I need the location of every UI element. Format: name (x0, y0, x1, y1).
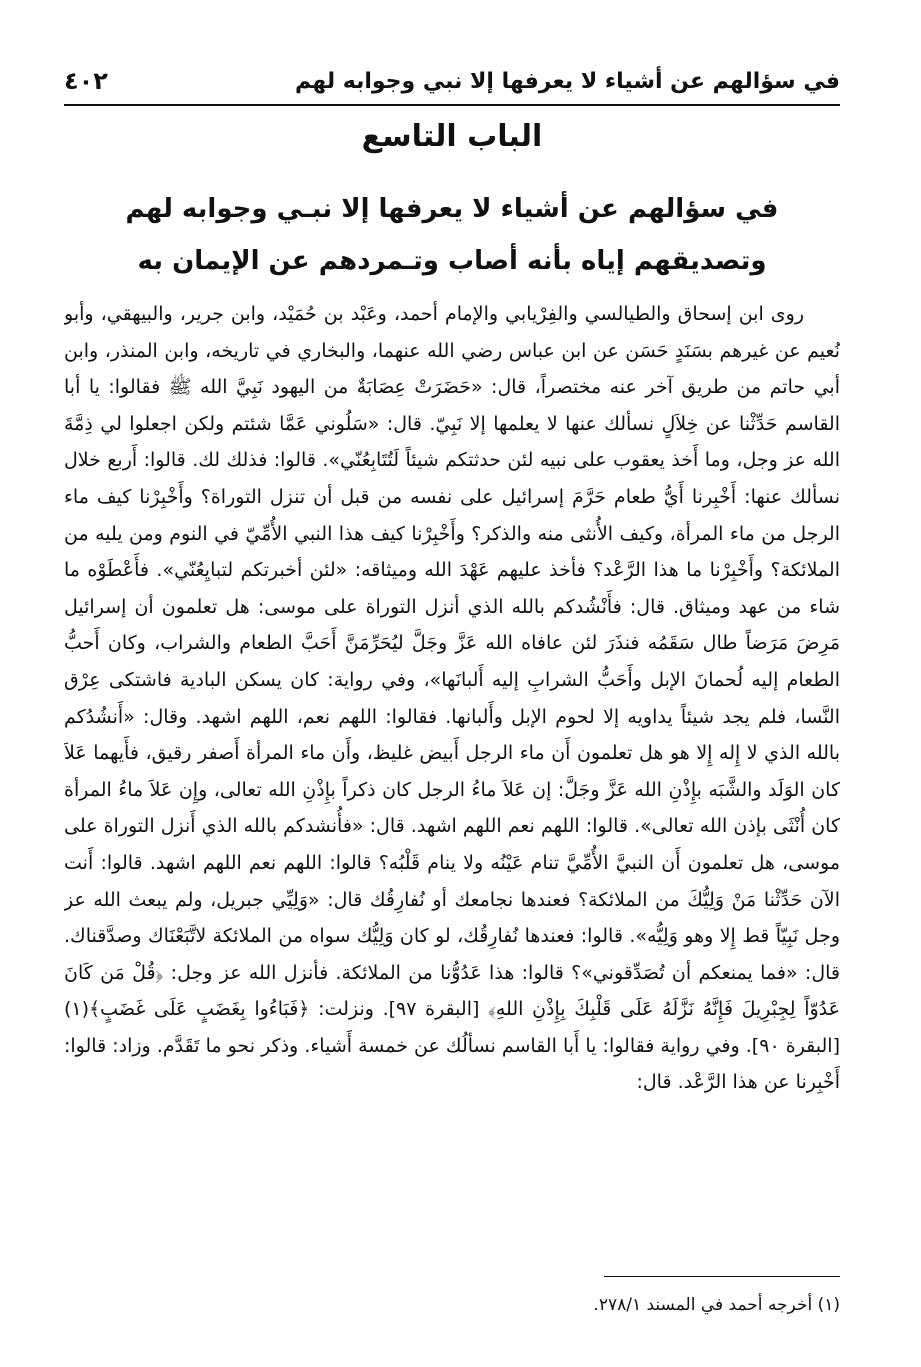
chapter-subtitle (64, 183, 840, 287)
page-number: ٤٠٢ (64, 67, 108, 95)
body-paragraph: روى ابن إسحاق والطيالسي والفِرْيابي والإمام أحمد، وعَبْد بن حُمَيْد، وابن جرير، والبيهقي، وأبو نُعيم عن غيرهم بسَنَدٍ حَسَن عن ابن عباس رضي الله عنهما، والبخاري في تاريخه، وابن المنذر، وابن أبي حاتم من طريق آخر عنه مختصراً، قال: «حَضَرَتْ عِصَابَةٌ من اليهود نَبِيَّ الله ﷺ فقالوا: يا أبا القاسم حَدِّثْنا عن خِلاَلٍ نسألك عنها لا يعلمها إلا نَبِيّ. قال: «سَلُوني عَمَّا شئتم ولكن اجعلوا لي ذِمَّةَ الله عز وجل، وما أَخذ يعقوب على نبيه لئن حدثتكم شيئاً لَتُتَابِعُنّي». قالوا: فذلك لك. قالوا: أَربع خلال نسألك عنها: أَخْبِرنا أَيُّ طعام حَرَّمَ إسرائيل على نفسه من قبل أن تنزل التوراة؟ وأَخْبِرْنا كيف ماء الرجل من ماء المرأة، وكيف الأُنثى منه والذكر؟ وأَخْبِرْنا كيف هذا النبي الأُمِّيّ في النوم ومن يليه من الملائكة؟ وأَخْبِرْنا ما هذا الرَّعْد؟ فأخذ عليهم عَهْدَ الله وميثاقه: «لئن أخبرتكم لتبايِعُنّي». فأَعْطَوْه ما شاء من عهد وميثاق. قال: فأَنْشُدكم بالله الذي أنزل التوراة على موسى: هل تعلمون أن إسرائيل مَرِضَ مَرَضاً طال سَقَمُه فنذَرَ لئن عافاه الله عَزَّ وجَلَّ ليُحَرِّمَنَّ أَحَبَّ الطعام والشراب، وكان أَحبُّ الطعام إليه لُحمانَ الإبل وأَحَبُّ الشرابِ إليه أَلبانَها»، وفي رواية: كان يسكن البادية فاشتكى عِرْق النَّسا، فلم يجد شيئاً يداويه إلا لحوم الإبل وأَلبانها. فقالوا: اللهم نعم، اللهم اشهد. وقال: «أَنشُدُكم بالله الذي لا إِله إِلا هو هل تعلمون أَن ماء الرجل أَبيض غليظ، وأَن ماء المرأة أَصفر رقيق، فأَيهما عَلاَ كان الوَلَد والشَّبَه بإِذْنِ الله عَزَّ وجَلَّ: إن عَلاَ ماءُ الرجل كان ذكراً بإِذْنِ الله تعالى، وإِن عَلاَ ماءُ المرأة كان أُنْثَى بإذن الله تعالى». قالوا: اللهم نعم اللهم اشهد. قال: «فأُنشدكم بالله الذي أَنزل التوراة على موسى، هل تعلمون أَن النبيَّ الأُمِّيَّ تنام عَيْنُه ولا ينام قَلْبُه؟ قالوا: اللهم نعم اللهم اشهد. قالوا: أَنت الآن حَدِّثْنا مَنْ وَلِيُّكَ من الملائكة؟ فعندها نجامعك أو نُفارِقُك قال: «وَلِيِّي جبريل، ولم يبعث الله عز وجل نَبِيّاً قط إِلا وهو وَلِيُّه». قالوا: فعندها نُفارِقُك، لو كان وَلِيُّك سواه من الملائكة لاتَّبَعْنَاك وصدَّقناك. قال: «فما يمنعكم أن تُصَدِّقوني»؟ قالوا: هذا عَدُوُّنا من الملائكة. فأنزل الله عز وجل: ﴿قُلْ مَن كَانَ عَدُوّاً لِجِبْرِيلَ فَإِنَّهُ نَزَّلَهُ عَلَى قَلْبِكَ بِإِذْنِ اللهِ﴾ [البقرة ٩٧]. ونزلت: ﴿فَبَاءُوا بِغَضَبٍ عَلَى غَضَبٍ﴾(١) [البقرة ٩٠]. وفي رواية فقالوا: يا أَبا القاسم نسألُك عن خمسة أَشياء. وذكر نحو ما تَقَدَّم. وزاد: قالوا: أَخْبِرنا عن هذا الرَّعْد. قال: (64, 303, 840, 1094)
chapter-label: الباب التاسع (361, 119, 543, 154)
chapter-subtitle-line-1: في سؤالهم عن أشياء لا يعرفها إلا نبـي وجوابه لهم (125, 194, 779, 224)
chapter-subtitle-line-2: وتصديقهم إياه بأنه أصاب وتـمردهم عن الإيمان به (137, 246, 767, 276)
running-title: في سؤالهم عن أشياء لا يعرفها إلا نبي وجوابه لهم (295, 68, 840, 94)
footnote-divider (604, 1276, 840, 1277)
footnote: (١) أخرجه أحمد في المسند ٢٧٨/١. (593, 1295, 840, 1315)
page-header (64, 62, 840, 100)
header-divider (64, 104, 840, 106)
